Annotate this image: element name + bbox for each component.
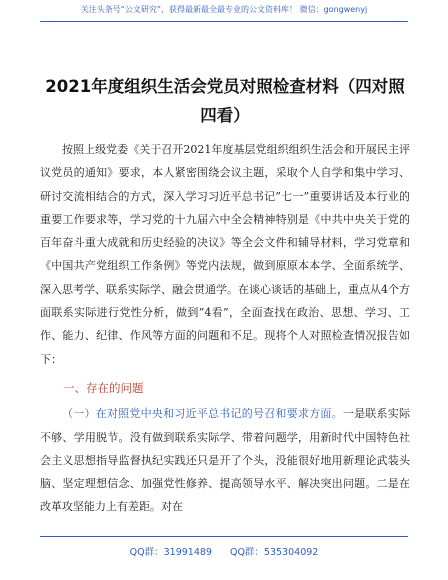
intro-paragraph: 按照上级党委《关于召开2021年度基层党组织组织生活会和开展民主评议党员的通知》要求，本人紧密围绕会议主题，采取个人自学和集中学习、研讨交流相结合的方式，深入学习习近平总书记”七一”重要讲话及本行业的重要工作要求等，学习党的十九届六中全会精神特别是《中共中央关于党的百年奋斗重大成就和历史经验的决议》等全会文件和辅导材料，学习党章和《中国共产党组织工作条例》等党内法规，做到原原本本学、全面系统学、深入思考学、联系实际学、融会贯通学。在谈心谈话的基础上，重点从4个方面联系实际进行党性分析，做到”4看”，全面查找在政治、思想、学习、工作、能力、纪律、作风等方面的问题和不足。现将个人对照检查情况报告如下： bbox=[40, 143, 410, 366]
footer-qq-group-2: QQ群：535304092 bbox=[229, 547, 319, 558]
header-divider bbox=[40, 21, 408, 22]
header-promo-note: 关注头条号“公文研究”，获得最新最全最专业的公文资料库！ 微信：gongwenyj bbox=[80, 5, 368, 14]
footer-divider bbox=[40, 536, 408, 537]
subsection-body: 一是联系实际不够、学用脱节。没有做到联系实际学、带着问题学，用新时代中国特色社会主义思想指导监督执纪实践还只是开了个头，没能很好地用新理论武装头脑、坚定理想信念、加强党性修养、提高领导水平、解决突出问题。二是在改革攻坚能力上有差距。对在 bbox=[40, 407, 411, 514]
document-body bbox=[40, 138, 410, 519]
subsection-heading: （一）在对照党中央和习近平总书记的号召和要求方面。 bbox=[62, 407, 343, 421]
section-heading-problems: 一、存在的问题 bbox=[63, 380, 144, 395]
footer bbox=[0, 544, 448, 558]
subsection-paragraph bbox=[40, 402, 410, 518]
footer-qq-group-1: QQ群：31991489 bbox=[129, 547, 212, 558]
document-title: 2021年度组织生活会党员对照检查材料（四对照四看） bbox=[45, 77, 405, 125]
